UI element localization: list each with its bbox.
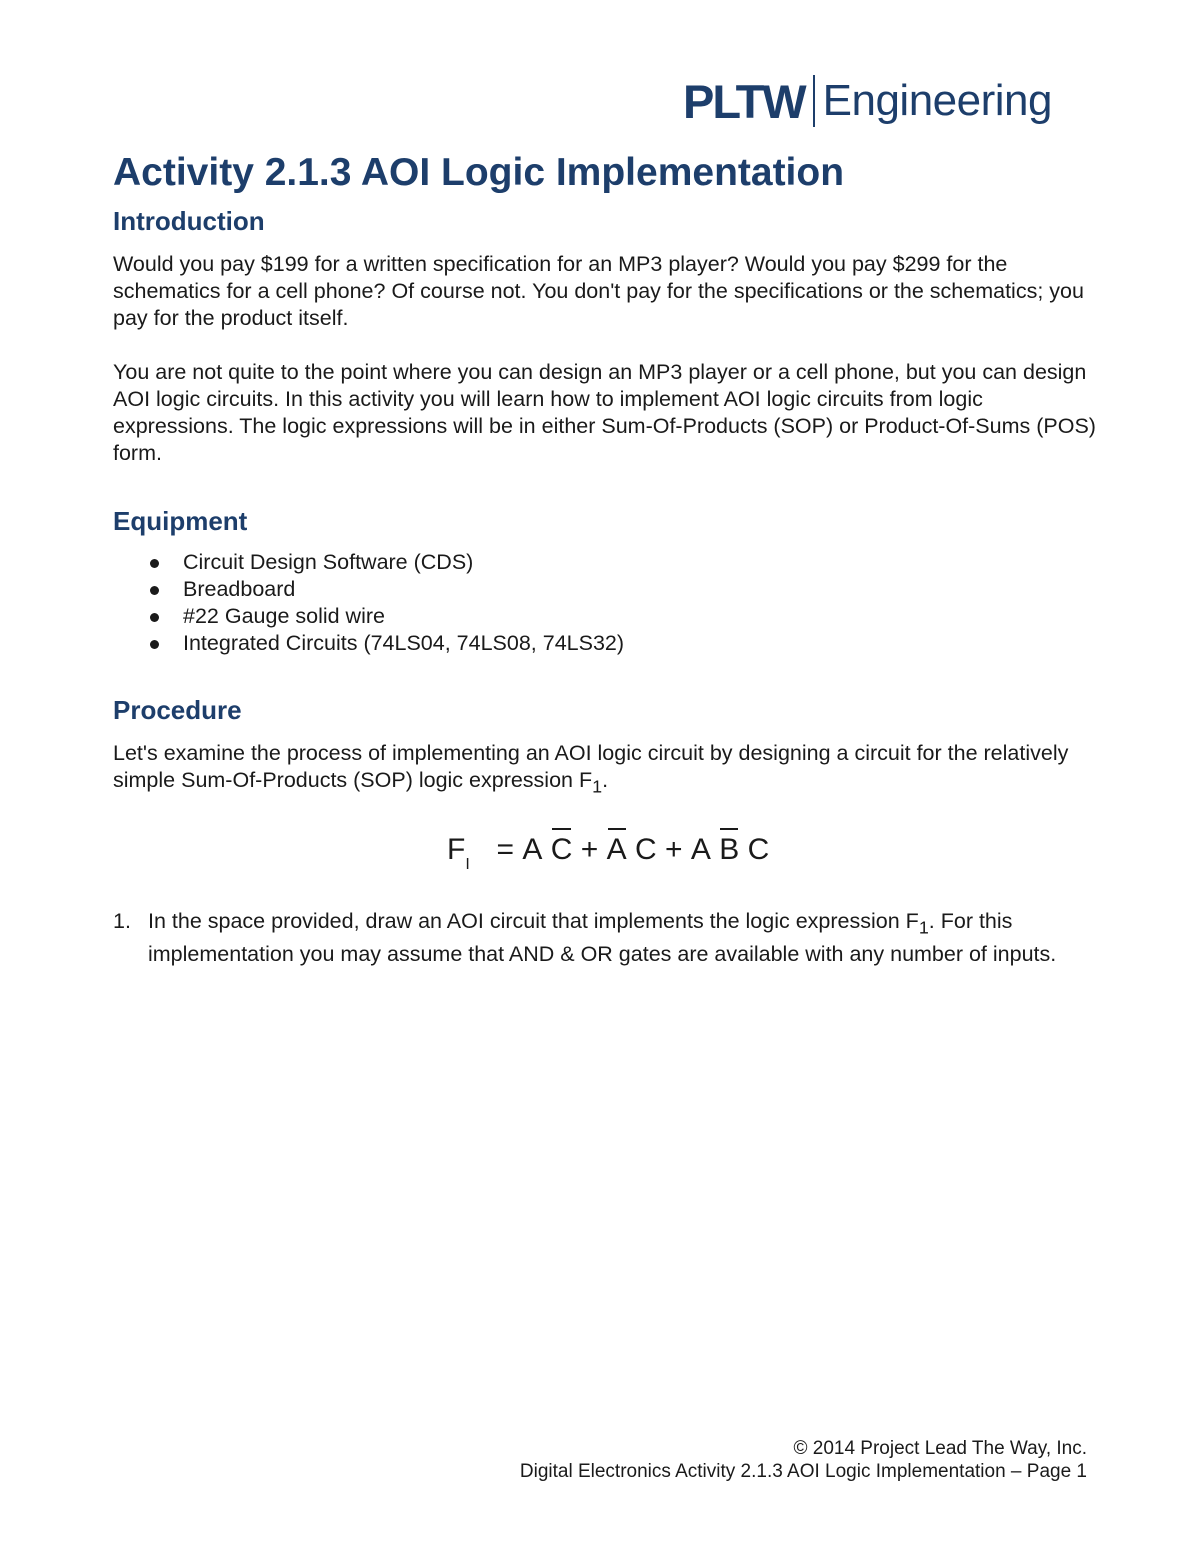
logo-divider — [813, 75, 815, 127]
logo-division: Engineering — [822, 76, 1052, 125]
formula-lhs-subscript: I — [465, 856, 470, 873]
formula-term-1-b-negated: C — [551, 830, 573, 870]
formula-plus-1: + — [580, 833, 599, 866]
procedure-heading: Procedure — [113, 695, 242, 725]
logic-expression-f1 — [447, 830, 769, 885]
step-number: 1. — [113, 909, 131, 933]
step-subscript: 1 — [918, 917, 929, 938]
equipment-item: Integrated Circuits (74LS04, 74LS08, 74LS32) — [150, 630, 624, 657]
equipment-heading: Equipment — [113, 506, 248, 536]
pltw-engineering-logo — [683, 72, 1052, 130]
equipment-list — [150, 549, 624, 657]
step-text-a: In the space provided, draw an AOI circuit that implements the logic expression F — [148, 909, 919, 933]
introduction-heading: Introduction — [113, 206, 265, 236]
formula-lhs: F — [447, 833, 466, 866]
procedure-intro — [113, 740, 1103, 800]
formula-term-3-c: C — [747, 833, 770, 866]
equipment-item: Circuit Design Software (CDS) — [150, 549, 624, 576]
introduction-paragraph-1: Would you pay $199 for a written specification for an MP3 player? Would you pay $299 for the schematics for a cell phone? Of course not. You don't pay for the specifications or the schematics; you pay for the product itself. — [113, 252, 1084, 330]
formula-term-3-b-negated: B — [719, 830, 739, 870]
step-text-b: . For this implementation you may assume that AND & OR gates are available with any number of inputs. — [148, 909, 1057, 967]
formula-equals: = — [496, 833, 514, 866]
equipment-item: Breadboard — [150, 576, 624, 603]
page-title: Activity 2.1.3 AOI Logic Implementation — [113, 151, 845, 194]
step-text — [148, 908, 1103, 968]
formula-term-3-a: A — [690, 833, 711, 866]
procedure-intro-text: Let's examine the process of implementing an AOI logic circuit by designing a circuit for the relatively simple Sum-Of-Products (SOP) logic expression F — [113, 741, 1069, 792]
procedure-intro-subscript: 1 — [592, 776, 603, 797]
formula-term-1-a: A — [522, 833, 543, 866]
logo-brand: PLTW — [683, 74, 805, 128]
footer-copyright: © 2014 Project Lead The Way, Inc. — [793, 1438, 1087, 1459]
formula-term-2-b: C — [634, 833, 657, 866]
introduction-paragraph-2: You are not quite to the point where you can design an MP3 player or a cell phone, but you can design AOI logic circuits. In this activity you will learn how to implement AOI logic circuits from logic expressions. The logic expressions will be in either Sum-Of-Products (SOP) or Product-Of-Sums (POS) form. — [113, 360, 1096, 465]
footer-page-label: Digital Electronics Activity 2.1.3 AOI Logic Implementation – Page 1 — [519, 1461, 1087, 1482]
procedure-intro-end: . — [602, 768, 609, 792]
formula-term-2-a-negated: A — [607, 830, 627, 870]
equipment-item: #22 Gauge solid wire — [150, 603, 624, 630]
formula-plus-2: + — [664, 833, 683, 866]
